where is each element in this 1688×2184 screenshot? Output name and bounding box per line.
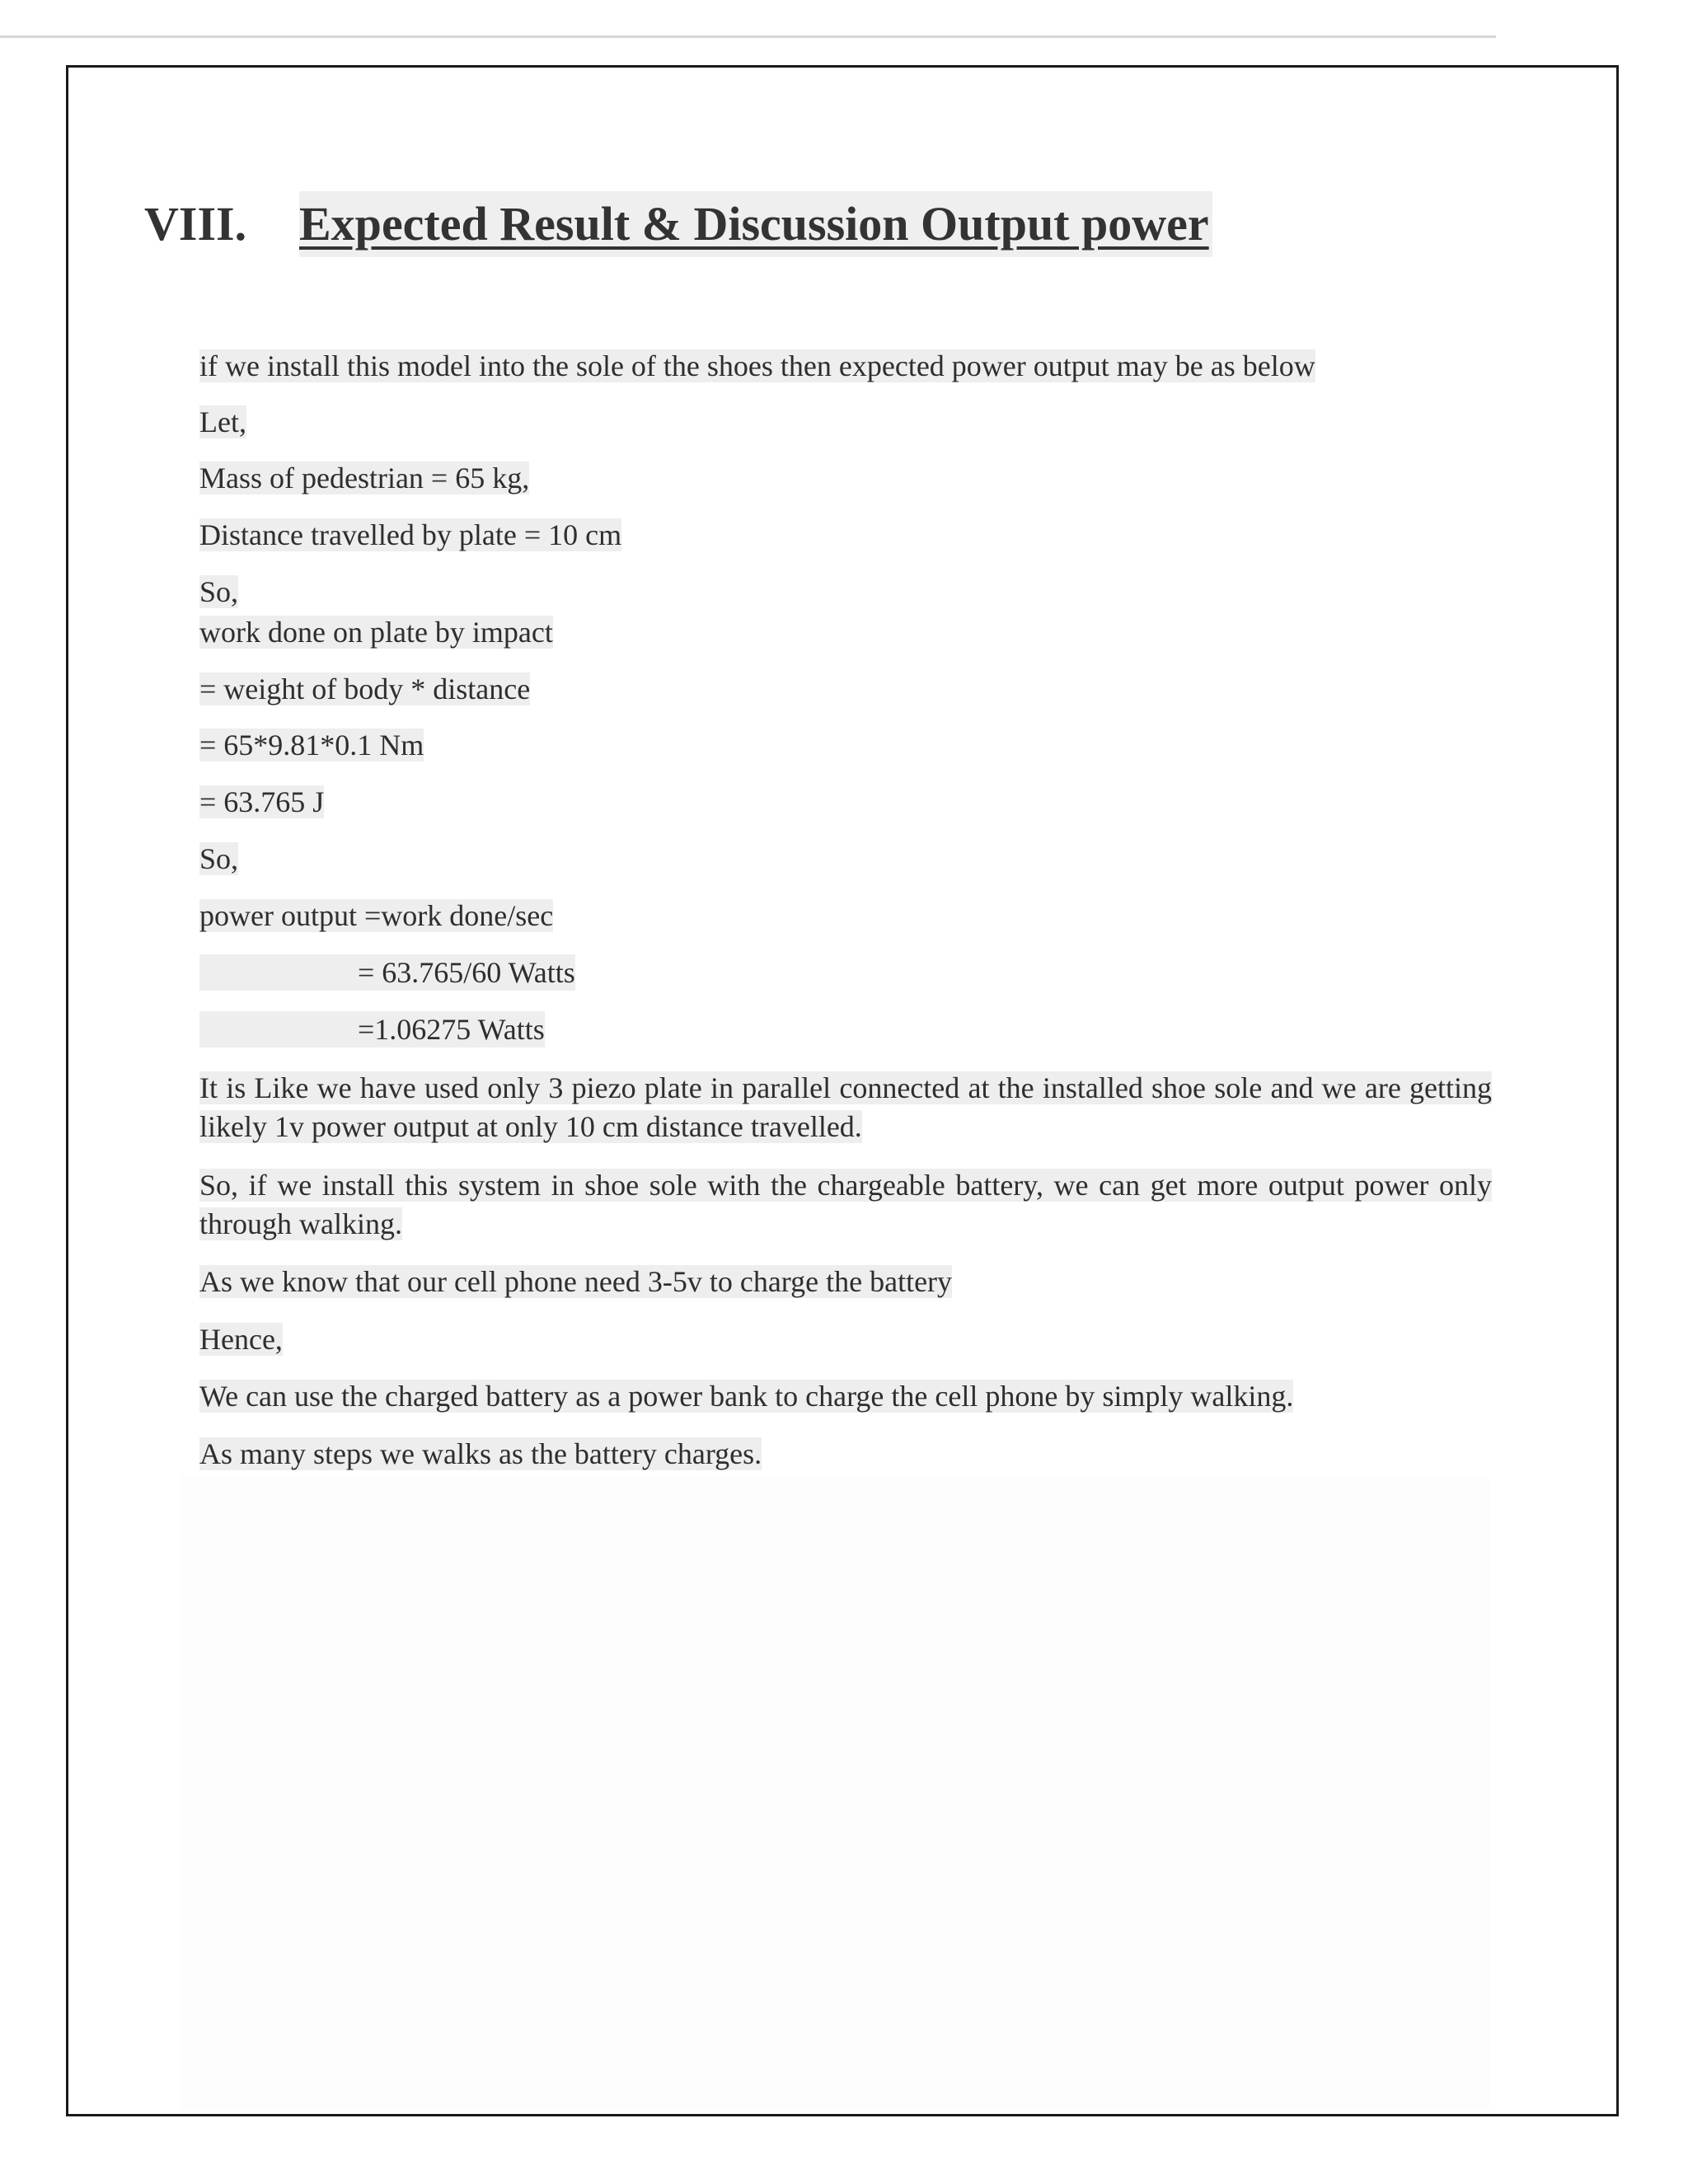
mass-line <box>199 460 529 496</box>
intro-text: if we install this model into the sole of the shoes then expected power output may be as below <box>199 349 1315 382</box>
so-line-2 <box>199 841 238 877</box>
equation-line-1 <box>199 671 530 707</box>
distance-text: Distance travelled by plate = 10 cm <box>199 518 622 551</box>
work-done-line <box>199 614 553 650</box>
content-shade <box>181 1475 1489 2110</box>
so-text-2: So, <box>199 842 239 875</box>
top-divider <box>0 35 1496 38</box>
equation-text-5: =1.06275 Watts <box>199 1011 545 1047</box>
power-bank-text: We can use the charged battery as a power bank to charge the cell phone by simply walking. <box>199 1380 1294 1413</box>
battery-paragraph-text: So, if we install this system in shoe sole with the chargeable battery, we can get more output power only through walking. <box>199 1169 1492 1240</box>
section-title: Expected Result & Discussion Output power <box>299 191 1212 257</box>
so-line-1 <box>199 574 238 610</box>
intro-line <box>199 348 1315 384</box>
piezo-paragraph <box>199 1069 1492 1146</box>
power-output-text: power output =work done/sec <box>199 899 554 932</box>
equation-text-1: = weight of body * distance <box>199 673 531 705</box>
cell-phone-text: As we know that our cell phone need 3-5v to charge the battery <box>199 1265 953 1298</box>
equation-line-5 <box>199 1011 545 1047</box>
cell-phone-line <box>199 1263 952 1300</box>
equation-text-2: = 65*9.81*0.1 Nm <box>199 729 424 762</box>
section-heading <box>144 191 1212 257</box>
power-output-line <box>199 898 553 934</box>
piezo-paragraph-text: It is Like we have used only 3 piezo plate in parallel connected at the installed shoe sole and we are getting likely 1v power output at only 10 cm distance travelled. <box>199 1071 1492 1143</box>
hence-text: Hence, <box>199 1323 283 1356</box>
steps-line <box>199 1436 762 1472</box>
equation-line-2 <box>199 727 424 763</box>
equation-text-4: = 63.765/60 Watts <box>199 954 575 991</box>
mass-text: Mass of pedestrian = 65 kg, <box>199 462 530 494</box>
equation-line-3 <box>199 784 324 820</box>
equation-line-4 <box>199 954 575 991</box>
battery-paragraph <box>199 1166 1492 1244</box>
let-line <box>199 404 246 440</box>
so-text-1: So, <box>199 575 239 608</box>
equation-text-3: = 63.765 J <box>199 785 325 818</box>
distance-line <box>199 517 621 553</box>
hence-line <box>199 1321 283 1357</box>
work-done-text: work done on plate by impact <box>199 616 553 649</box>
power-bank-line <box>199 1378 1293 1414</box>
let-text: Let, <box>199 405 246 438</box>
section-number: VIII. <box>144 197 247 251</box>
steps-text: As many steps we walks as the battery charges. <box>199 1437 762 1470</box>
